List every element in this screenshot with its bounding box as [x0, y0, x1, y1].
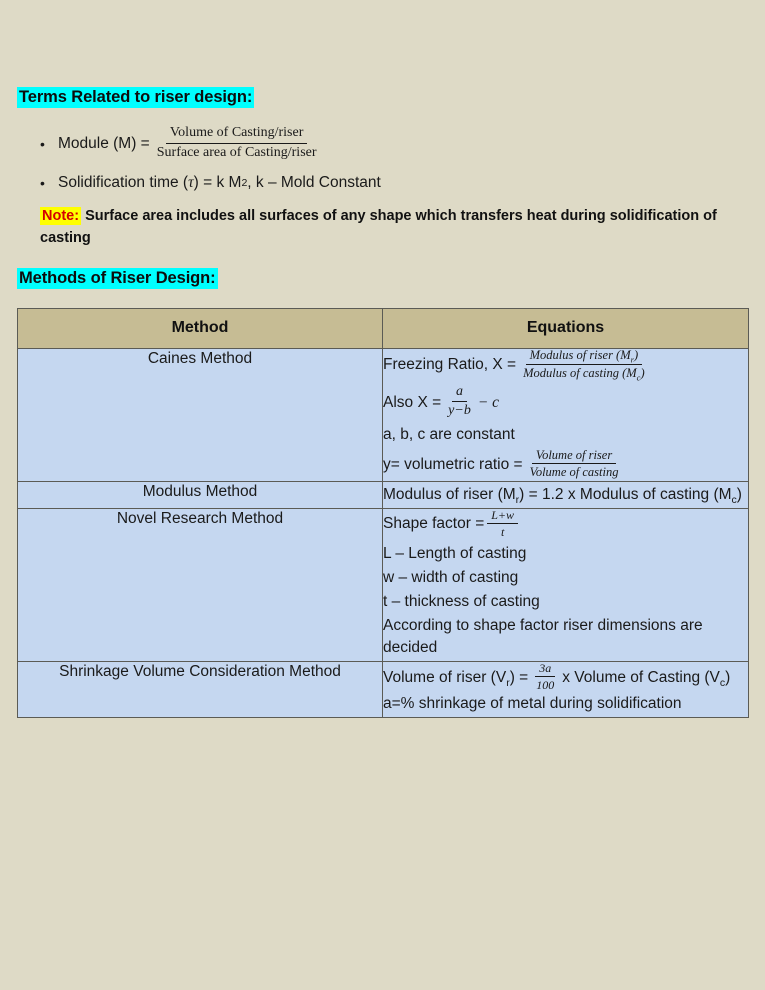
caines-num-end: ) — [633, 348, 639, 362]
note-block — [40, 205, 752, 250]
caines-fraction-numerator — [526, 348, 643, 365]
module-fraction — [153, 125, 321, 161]
terms-bullet-list — [40, 126, 740, 192]
caines-also-tail: − c — [477, 393, 500, 411]
caines-volumetric-lead: y= volumetric ratio = — [383, 455, 523, 473]
caines-also-x-lead: Also X = — [383, 393, 442, 411]
modulus-equation-line — [383, 482, 748, 508]
table-row — [18, 482, 749, 509]
caines-den-end: ) — [640, 365, 645, 380]
table-header-row — [18, 309, 749, 349]
column-header-equations: Equations — [383, 309, 749, 349]
equations-modulus — [383, 482, 749, 509]
heading-terms-text: Terms Related to riser design: — [19, 88, 253, 106]
bullet-solidification-time — [40, 174, 740, 192]
caines-also-num: a — [452, 384, 467, 403]
note-text: Surface area includes all surfaces of any shape which transfers heat during solidification of casting — [40, 208, 717, 247]
novel-thickness-line: t – thickness of casting — [383, 592, 540, 610]
novel-dimensions-line: According to shape factor riser dimensions are decided — [383, 616, 703, 656]
method-name-caines: Caines Method — [18, 349, 383, 482]
solidification-text-after: ) = k M — [193, 174, 242, 192]
caines-volumetric-ratio-line — [383, 449, 748, 482]
bullet-dot-icon: • — [40, 175, 45, 192]
caines-den-sub: c — [636, 372, 641, 383]
bullet-module-content — [58, 126, 324, 162]
method-name-novel-research: Novel Research Method — [18, 508, 383, 661]
table-row — [18, 661, 749, 717]
column-header-method: Method — [18, 309, 383, 349]
novel-shape-factor-lead: Shape factor = — [383, 515, 485, 533]
table-row — [18, 508, 749, 661]
equations-novel-research — [383, 508, 749, 661]
solidification-text-end: , k – Mold Constant — [247, 174, 381, 192]
module-fraction-numerator: Volume of Casting/riser — [166, 125, 308, 144]
shrinkage-text-c: x Volume of Casting (V — [562, 668, 720, 686]
bullet-dot-icon: • — [40, 136, 45, 153]
equations-caines — [383, 349, 749, 482]
shrinkage-frac-num: 3a — [535, 661, 555, 677]
shrinkage-sub-r: r — [506, 676, 510, 689]
caines-constants-line — [383, 424, 748, 446]
caines-freezing-ratio-fraction — [519, 348, 649, 381]
heading-methods-text: Methods of Riser Design: — [19, 269, 216, 287]
caines-constants-text: a, b, c are constant — [383, 425, 515, 443]
caines-also-den: y−b — [448, 403, 471, 419]
note-label: Note: — [42, 208, 80, 224]
equations-shrinkage-volume — [383, 661, 749, 717]
method-name-modulus: Modulus Method — [18, 482, 383, 509]
bullet-module-lead: Module (M) = — [58, 135, 150, 153]
table-row — [18, 349, 749, 482]
caines-num-sub: r — [630, 354, 634, 365]
caines-volumetric-fraction — [526, 448, 623, 481]
solidification-text-before: Solidification time ( — [58, 174, 189, 192]
modulus-text-a: Modulus of riser (M — [383, 486, 516, 504]
shrinkage-definition-line: a=% shrinkage of metal during solidification — [383, 695, 682, 713]
caines-num-text: Modulus of riser (M — [529, 348, 631, 362]
caines-freezing-ratio-line — [383, 349, 748, 382]
novel-shape-num: L+w — [487, 508, 518, 524]
method-name-shrinkage-volume: Shrinkage Volume Consideration Method — [18, 661, 383, 717]
heading-methods-of-riser-design — [17, 269, 218, 288]
caines-also-x-fraction — [444, 384, 475, 420]
caines-volumetric-den: Volume of casting — [529, 465, 619, 480]
caines-volumetric-num: Volume of riser — [532, 448, 616, 465]
modulus-sub-r: r — [515, 494, 520, 507]
caines-fraction-denominator — [519, 365, 649, 381]
riser-design-methods-table — [17, 308, 749, 718]
shrinkage-text-b: ) = — [509, 668, 529, 686]
caines-also-x-line — [383, 385, 748, 421]
shrinkage-text-d: ) — [725, 668, 731, 686]
shrinkage-fraction — [532, 661, 558, 692]
caines-den-text: Modulus of casting (M — [523, 365, 637, 380]
solidification-tau-symbol: τ — [188, 174, 194, 192]
novel-shape-den: t — [500, 524, 505, 539]
shrinkage-volume-equation-line — [383, 662, 748, 693]
bullet-module — [40, 126, 740, 162]
modulus-text-b: ) = 1.2 x Modulus of casting (M — [519, 486, 732, 504]
shrinkage-text-a: Volume of riser (V — [383, 668, 507, 686]
shrinkage-sub-c: c — [719, 676, 726, 689]
heading-terms-related — [17, 88, 254, 107]
caines-freezing-ratio-lead: Freezing Ratio, X = — [383, 356, 517, 374]
novel-shape-factor-line — [383, 509, 748, 540]
modulus-text-c: ) — [736, 486, 742, 504]
modulus-sub-c: c — [731, 494, 737, 507]
shrinkage-frac-den: 100 — [536, 678, 555, 693]
module-fraction-denominator: Surface area of Casting/riser — [156, 144, 317, 160]
novel-length-line: L – Length of casting — [383, 544, 527, 562]
novel-shape-factor-fraction — [487, 508, 518, 539]
novel-width-line: w – width of casting — [383, 568, 519, 586]
bullet-solidification-content: Solidification time ( τ ) = k M 2 , k – Mold Constant — [58, 174, 381, 192]
